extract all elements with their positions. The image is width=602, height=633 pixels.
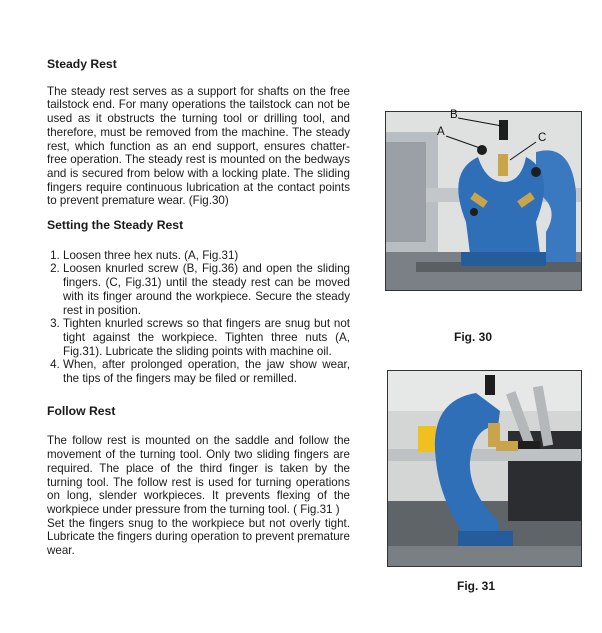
callout-label-a: A xyxy=(437,126,445,138)
callout-label-b: B xyxy=(450,109,458,121)
paragraph-steady-rest: The steady rest serves as a support for shafts on the free tailstock end. For many operations the tailstock can not be used as it obstructs the turning tool or drilling tool, and therefore, must be removed from the machine. The steady rest, which function as an end support, ensures chatter-free operation. The steady rest is mounted on the bedways and is secured from below with a locking plate. The sliding fingers require continuous lubrication at the contact points to prevent premature wear. (Fig.30) xyxy=(47,84,350,208)
figure-30-caption: Fig. 30 xyxy=(454,330,493,344)
steady-rest-illustration xyxy=(386,112,581,290)
steps-list xyxy=(47,249,350,386)
text-column xyxy=(47,58,350,558)
heading-setting-steady-rest: Setting the Steady Rest xyxy=(47,218,184,233)
heading-steady-rest: Steady Rest xyxy=(47,57,117,71)
paragraph-follow-rest: The follow rest is mounted on the saddle and follow the movement of the turning tool. Only two sliding fingers are required. The place of the third finger is taken by the turning tool. The follow rest is used for turning operations on long, slender workpieces. It prevents flexing of the workpiece under pressure from the turning tool. ( Fig.31 ) xyxy=(47,434,350,516)
list-item: 1. Loosen three hex nuts. (A, Fig.31) xyxy=(63,249,350,263)
follow-rest-illustration xyxy=(388,371,581,566)
figure-31-caption: Fig. 31 xyxy=(457,579,496,593)
callout-label-c: C xyxy=(538,132,547,144)
list-item: 3. Tighten knurled screws so that fingers are snug but not tight against the workpiece. Tighten three nuts (A, Fig.31). Lubricate the sliding points with machine oil. xyxy=(63,317,350,358)
list-item: 2. Loosen knurled screw (B, Fig.36) and open the sliding fingers. (C, Fig.31) until the steady rest can be moved with its finger around the workpiece. Secure the steady rest in position. xyxy=(63,262,350,317)
figure-31-image xyxy=(387,370,582,567)
list-item: 4. When, after prolonged operation, the jaw show wear, the tips of the fingers may be filed or remilled. xyxy=(63,358,350,385)
paragraph-follow-rest-tip: Set the fingers snug to the workpiece but not overly tight. Lubricate the fingers during operation to prevent premature wear. xyxy=(47,516,350,558)
figure-30-image xyxy=(385,111,582,291)
heading-follow-rest: Follow Rest xyxy=(47,403,116,418)
